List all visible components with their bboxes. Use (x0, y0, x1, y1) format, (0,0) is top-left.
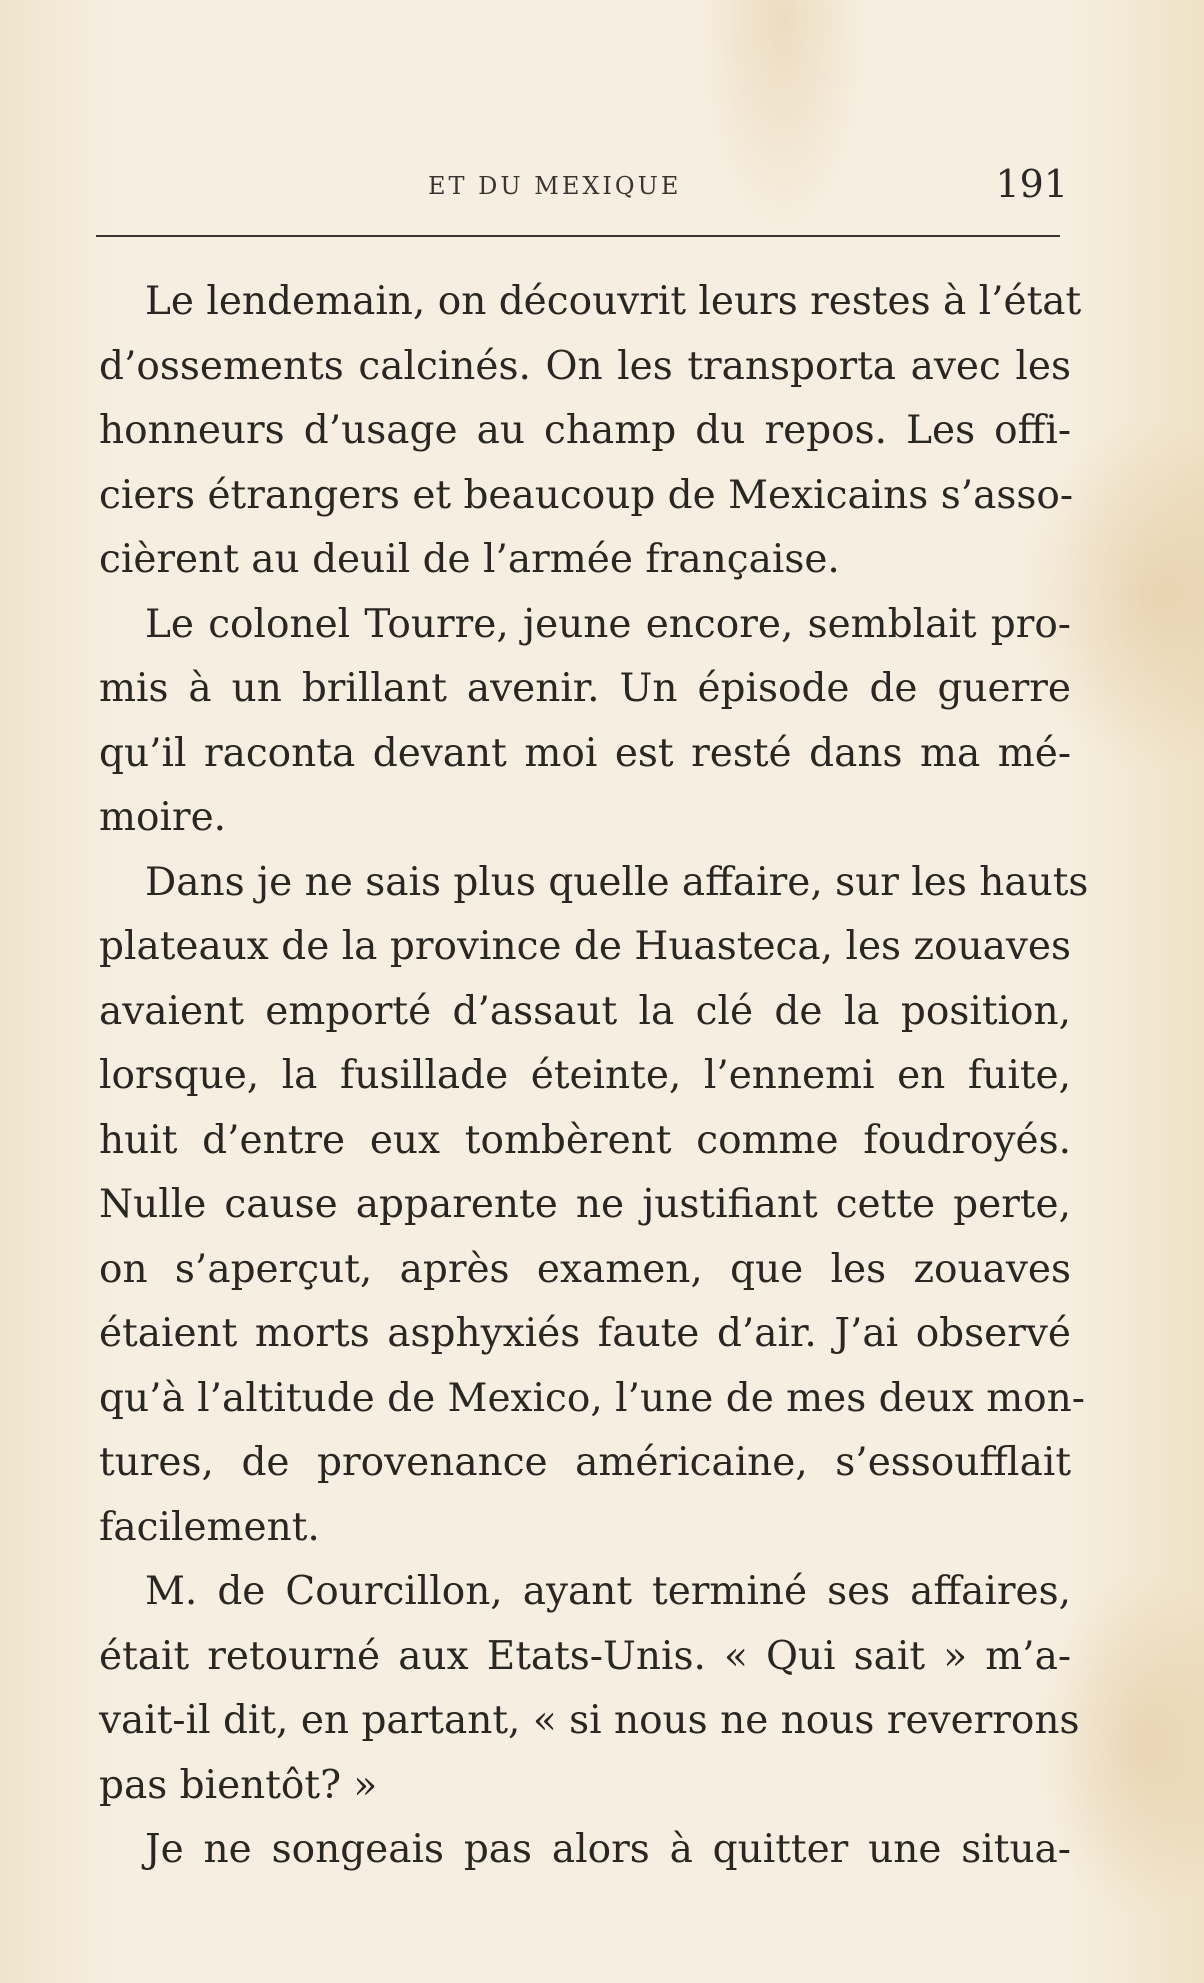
text-line: qu’à l’altitude de Mexico, l’une de mes deux mon- (99, 1375, 1085, 1421)
text-line: Je ne songeais pas alors à quitter une situa- (145, 1827, 1071, 1872)
text-line: étaient morts asphyxiés faute d’air. J’ai observé (99, 1311, 1071, 1356)
text-line: Dans je ne sais plus quelle affaire, sur les hauts (145, 859, 1089, 905)
text-line: ciers étrangers et beaucoup de Mexicains s’asso- (99, 472, 1074, 518)
running-head: ET DU MEXIQUE (428, 172, 682, 200)
text-line: M. de Courcillon, ayant terminé ses affaires, (145, 1569, 1071, 1614)
text-line: cièrent au deuil de l’armée française. (99, 537, 840, 582)
page-header (98, 158, 1068, 218)
text-line: d’ossements calcinés. On les transporta avec les (99, 343, 1071, 389)
page-number: 191 (995, 162, 1068, 206)
text-line: honneurs d’usage au champ du repos. Les offi- (99, 408, 1071, 453)
text-line: Le colonel Tourre, jeune encore, semblait pro- (145, 601, 1071, 647)
text-line: huit d’entre eux tombèrent comme foudroyés. (99, 1117, 1071, 1163)
text-line: avaient emporté d’assaut la clé de la position, (99, 988, 1071, 1034)
text-line: lorsque, la fusillade éteinte, l’ennemi en fuite, (99, 1053, 1071, 1098)
text-line: vait-il dit, en partant, « si nous ne nous reverrons (99, 1698, 1080, 1743)
text-line: était retourné aux Etats-Unis. « Qui sait » m’a- (99, 1633, 1071, 1679)
text-line: facilement. (99, 1504, 320, 1550)
text-line: tures, de provenance américaine, s’essoufflait (99, 1440, 1071, 1485)
text-line: plateaux de la province de Huasteca, les zouaves (99, 924, 1071, 969)
text-line: on s’aperçut, après examen, que les zouaves (99, 1246, 1071, 1292)
text-line: pas bientôt? » (99, 1762, 378, 1808)
text-line: moire. (99, 795, 227, 840)
body-text (99, 270, 1089, 1883)
header-rule (96, 235, 1060, 237)
text-line: qu’il raconta devant moi est resté dans ma mé- (99, 730, 1071, 776)
text-line: Le lendemain, on découvrit leurs restes à l’état (145, 279, 1082, 324)
text-line: Nulle cause apparente ne justifiant cette perte, (99, 1182, 1071, 1227)
text-line: mis à un brillant avenir. Un épisode de guerre (99, 666, 1071, 711)
